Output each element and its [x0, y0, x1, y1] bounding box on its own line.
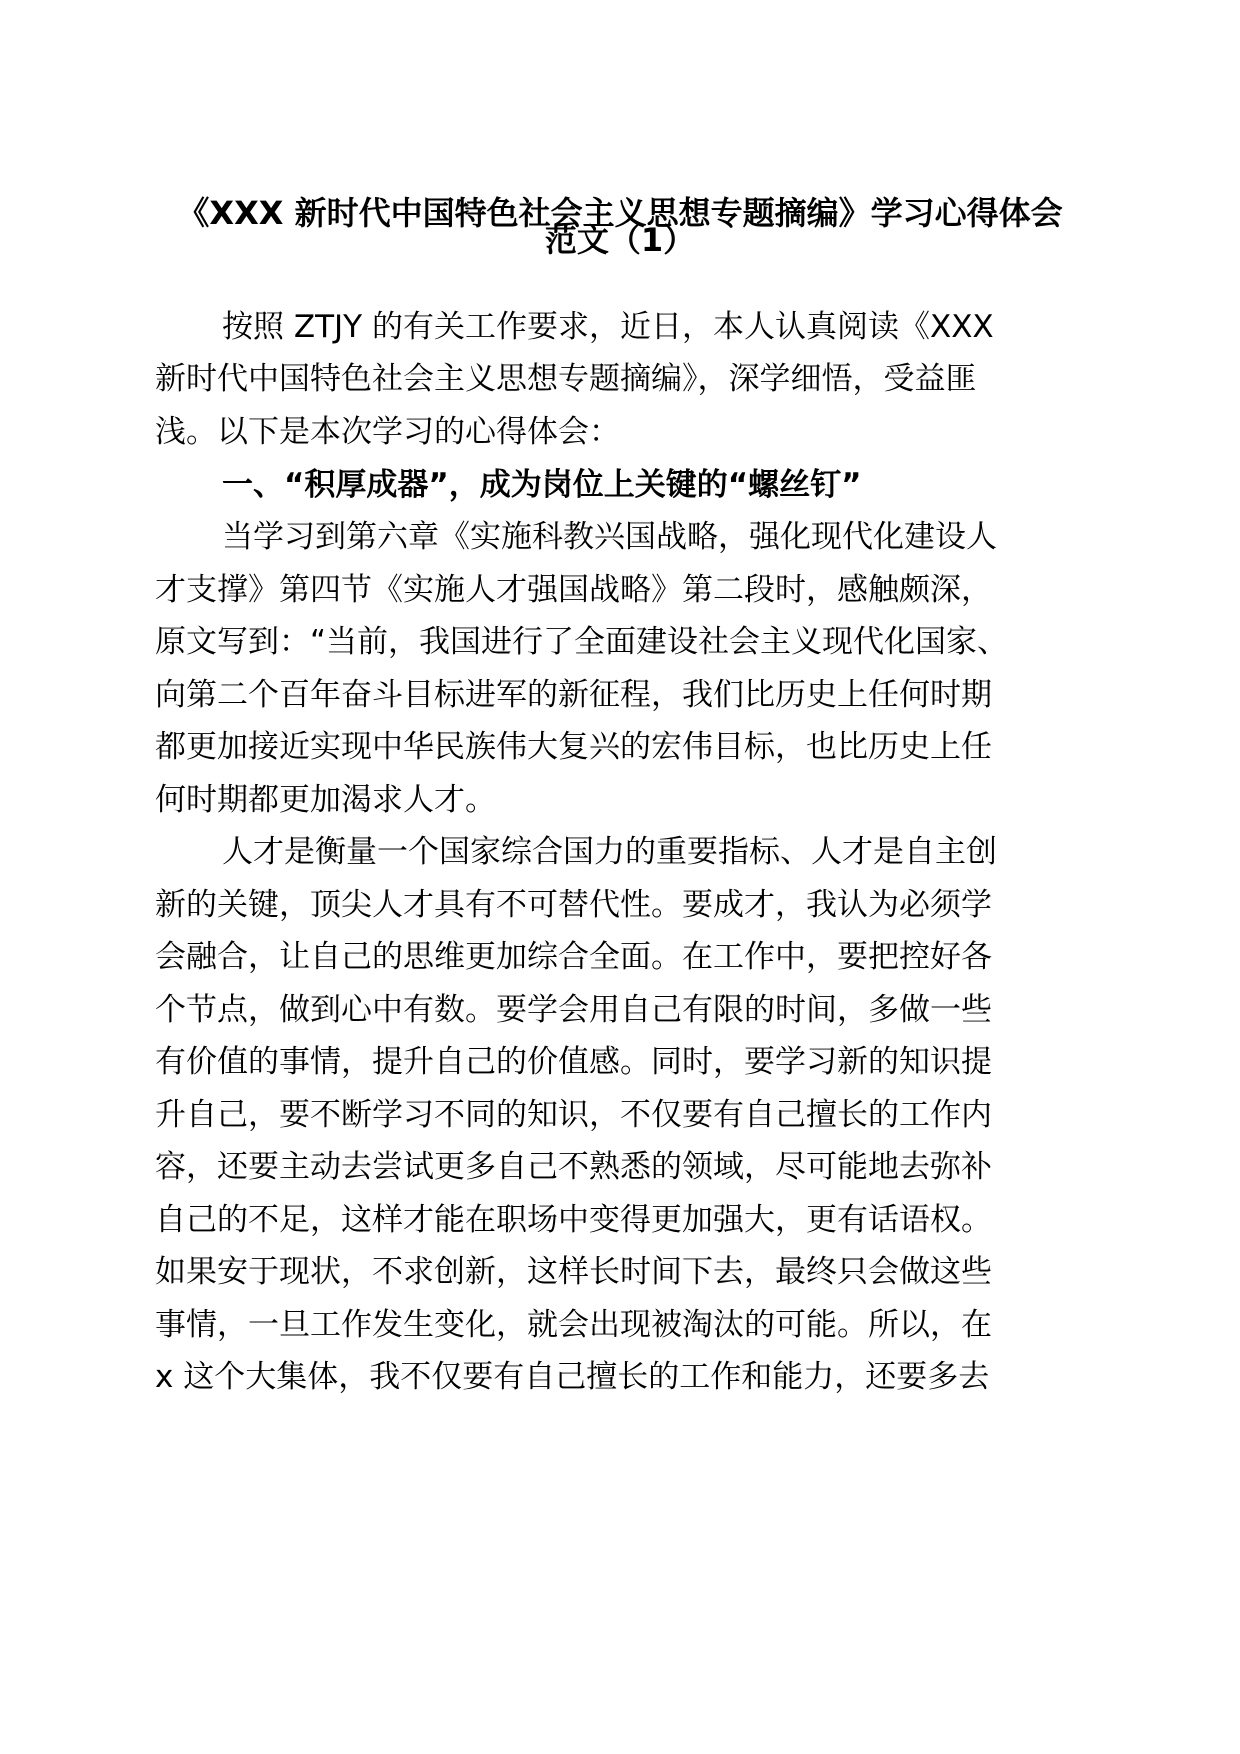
- paragraph-3-line-3: 会融合，让自己的思维更加综合全面。在工作中，要把控好各: [155, 939, 992, 975]
- paragraph-3-line-9: 如果安于现状，不求创新，这样长时间下去，最终只会做这些: [155, 1254, 992, 1290]
- paragraph-3-line-7: 容，还要主动去尝试更多自己不熟悉的领域，尽可能地去弥补: [155, 1149, 992, 1185]
- paragraph-1-line-1: 按照 ZTJY 的有关工作要求，近日，本人认真阅读《XXX: [222, 309, 994, 345]
- paragraph-3-line-6: 升自己，要不断学习不同的知识，不仅要有自己擅长的工作内: [155, 1097, 992, 1133]
- paragraph-2-line-2: 才支撑》第四节《实施人才强国战略》第二段时，感触颇深，: [155, 572, 992, 608]
- paragraph-3-line-4: 个节点，做到心中有数。要学会用自己有限的时间，多做一些: [155, 992, 992, 1028]
- document-title-line-1: 《XXX 新时代中国特色社会主义思想专题摘编》学习心得体会: [177, 194, 1063, 232]
- document-title-line-2: 范文（1）: [544, 221, 696, 259]
- paragraph-3-line-2: 新的关键，顶尖人才具有不可替代性。要成才，我认为必须学: [155, 887, 992, 923]
- paragraph-3-line-10: 事情，一旦工作发生变化，就会出现被淘汰的可能。所以，在: [155, 1307, 992, 1343]
- paragraph-3-line-1: 人才是衡量一个国家综合国力的重要指标、人才是自主创: [222, 834, 997, 870]
- paragraph-2-line-5: 都更加接近实现中华民族伟大复兴的宏伟目标，也比历史上任: [155, 729, 992, 765]
- paragraph-2-line-3: 原文写到：“当前，我国进行了全面建设社会主义现代化国家、: [155, 624, 1009, 660]
- paragraph-3-line-5: 有价值的事情，提升自己的价值感。同时，要学习新的知识提: [155, 1044, 992, 1080]
- paragraph-3-line-8: 自己的不足，这样才能在职场中变得更加强大，更有话语权。: [155, 1202, 992, 1238]
- paragraph-2-line-4: 向第二个百年奋斗目标进军的新征程，我们比历史上任何时期: [155, 677, 992, 713]
- paragraph-2-line-1: 当学习到第六章《实施科教兴国战略，强化现代化建设人: [222, 519, 997, 555]
- paragraph-2-line-6: 何时期都更加渴求人才。: [155, 782, 496, 818]
- section-heading-1: 一、“积厚成器”，成为岗位上关键的“螺丝钉”: [222, 467, 862, 503]
- paragraph-1-line-3: 浅。以下是本次学习的心得体会：: [155, 414, 620, 450]
- paragraph-3-line-11: x 这个大集体，我不仅要有自己擅长的工作和能力，还要多去: [155, 1359, 990, 1395]
- paragraph-1-line-2: 新时代中国特色社会主义思想专题摘编》，深学细悟，受益匪: [155, 361, 977, 397]
